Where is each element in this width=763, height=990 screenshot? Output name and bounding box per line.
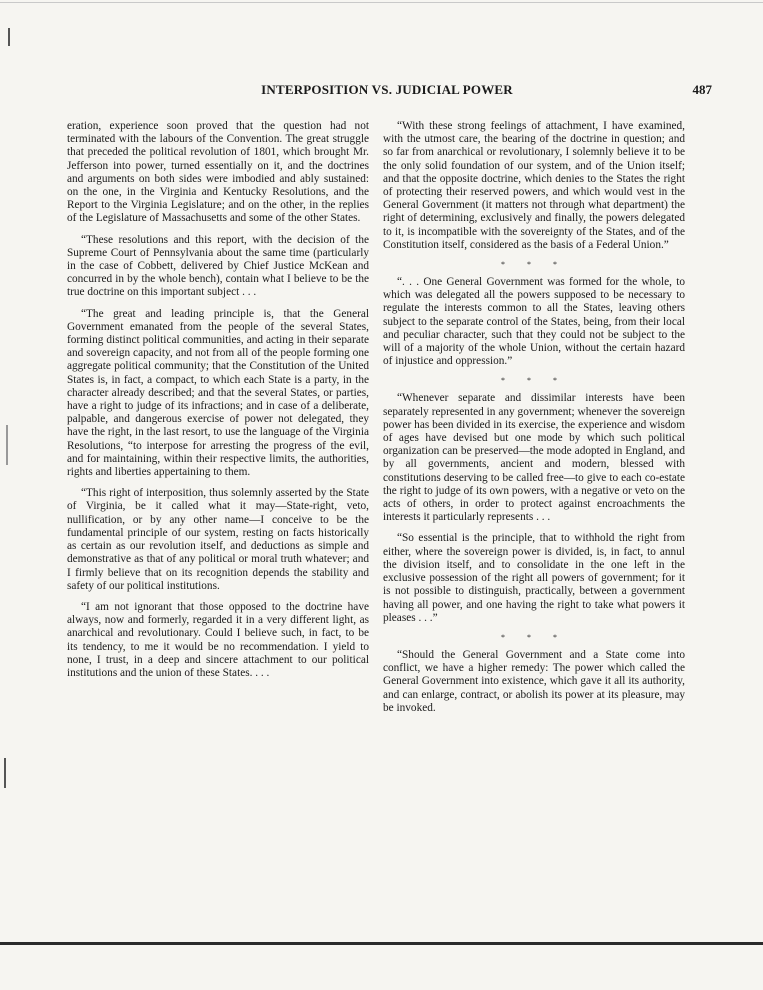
paragraph: “This right of interposition, thus solemnly asserted by the State of Virginia, be it called what it may—State-right, veto, nullification, or by any other name—I conceive to be the fundamental principle of our system, resting on facts historically as certain as our revolution itself, and deductions as simple and demonstrative as that of any political or moral truth whatever; and I firmly believe that on its recognition depends the stability and safety of our political institutions. (67, 487, 369, 592)
paragraph: “Whenever separate and dissimilar interests have been separately represented in any government; whenever the sovereign power has been divided in its exercise, the experience and wisdom of ages have devised but one mode by which such political organization can be preserved—the mode adopted in England, and by all governments, ancient and modern, blessed with constitutions deserving to be called free—to give to each co-estate the right to judge of its own powers, with a negative or veto on the acts of others, in order to protect against encroachments the interests it particularly represents . . . (383, 392, 685, 524)
binding-mark (6, 425, 8, 465)
paragraph: “With these strong feelings of attachment, I have examined, with the utmost care, the bearing of the doctrine in question; and so far from anarchical or revolutionary, I solemnly believe it to be the only solid foundation of our system, and of the Union itself; and that the opposite doctrine, which denies to the States the right of protecting their reserved powers, and which would vest in the General Government (it matters not through what department) the right of determining, exclusively and finally, the powers delegated to it, is incompatible with the sovereignty of the States, and of the Constitution itself, considered as the basis of a Federal Union.” (383, 120, 685, 251)
paragraph: “The great and leading principle is, that the General Government emanated from the people of the several States, forming distinct political communities, and acting in their separate and sovereign capacity, and not from all of the people forming one aggregate political community; that the Constitution of the United States is, in fact, a compact, to which each State is a party, in the character already described; and that the several States, or parties, have a right to judge of its infractions; and in case of a deliberate, palpable, and dangerous exercise of power not delegated, they have the right, in the last resort, to use the language of the Virginia Resolutions, “to interpose for arresting the progress of the evil, and for maintaining, within their respective limits, the authorities, rights and liberties appertaining to them. (67, 307, 369, 479)
top-edge-rule (0, 2, 763, 3)
paragraph: “. . . One General Government was formed for the whole, to which was delegated all the powers supposed to be necessary to regulate the interests common to all the States, leaving others subject to the separate control of the States, being, from their local and peculiar character, such that they could not be subject to the will of a majority of the whole Union, without the certain hazard of injustice and oppression.” (383, 276, 685, 368)
bottom-edge-rule (0, 942, 763, 945)
paragraph: eration, experience soon proved that the question had not terminated with the labours of the Convention. The great struggle that preceded the political revolution of 1801, which brought Mr. Jefferson into power, turned essentially on it, and the doctrines and arguments on both sides were imbodied and ably sustained: on the one, in the Virginia and Kentucky Resolutions, and the Report to the Virginia Legislature; and on the other, in the replies of the Legislature of Massachusetts and some of the other States. (67, 120, 369, 225)
binding-mark (4, 758, 6, 788)
binding-mark (8, 28, 10, 46)
ellipsis-stars: * * * (501, 632, 567, 642)
ellipsis-stars: * * * (501, 376, 567, 386)
paragraph: “So essential is the principle, that to withhold the right from either, where the sovereign power is divided, is, in fact, to annul the division itself, and to consolidate in the one left in the exclusive possession of the right all powers of government; for it is not possible to distinguish, practically, between a government having all power, and one having the right to take what powers it pleases . . .” (383, 532, 685, 624)
ellipsis-stars: * * * (501, 260, 567, 270)
paragraph: “Should the General Government and a State come into conflict, we have a higher remedy: The power which called the General Government into existence, which gave it all its authority, and can enlarge, contract, or abolish its power at its pleasure, may be invoked. (383, 648, 685, 714)
paragraph: “I am not ignorant that those opposed to the doctrine have always, now and formerly, regarded it in a very different light, as anarchical and revolutionary. Could I believe such, in fact, to be its tendency, to me it would be no recommendation. I yield to none, I trust, in a deep and sincere attachment to our political institutions and the union of these States. . . . (67, 600, 369, 679)
right-column (383, 120, 685, 723)
page-number: 487 (692, 82, 712, 97)
paragraph: “These resolutions and this report, with the decision of the Supreme Court of Pennsylvania about the same time (particularly in the case of Cobbett, delivered by Chief Justice McKean and concurred in by the whole bench), contain what I believe to be the true doctrine on this important subject . . . (67, 233, 369, 299)
running-head: INTERPOSITION VS. JUDICIAL POWER (261, 82, 513, 97)
left-column (67, 120, 369, 688)
page-header (62, 82, 712, 102)
